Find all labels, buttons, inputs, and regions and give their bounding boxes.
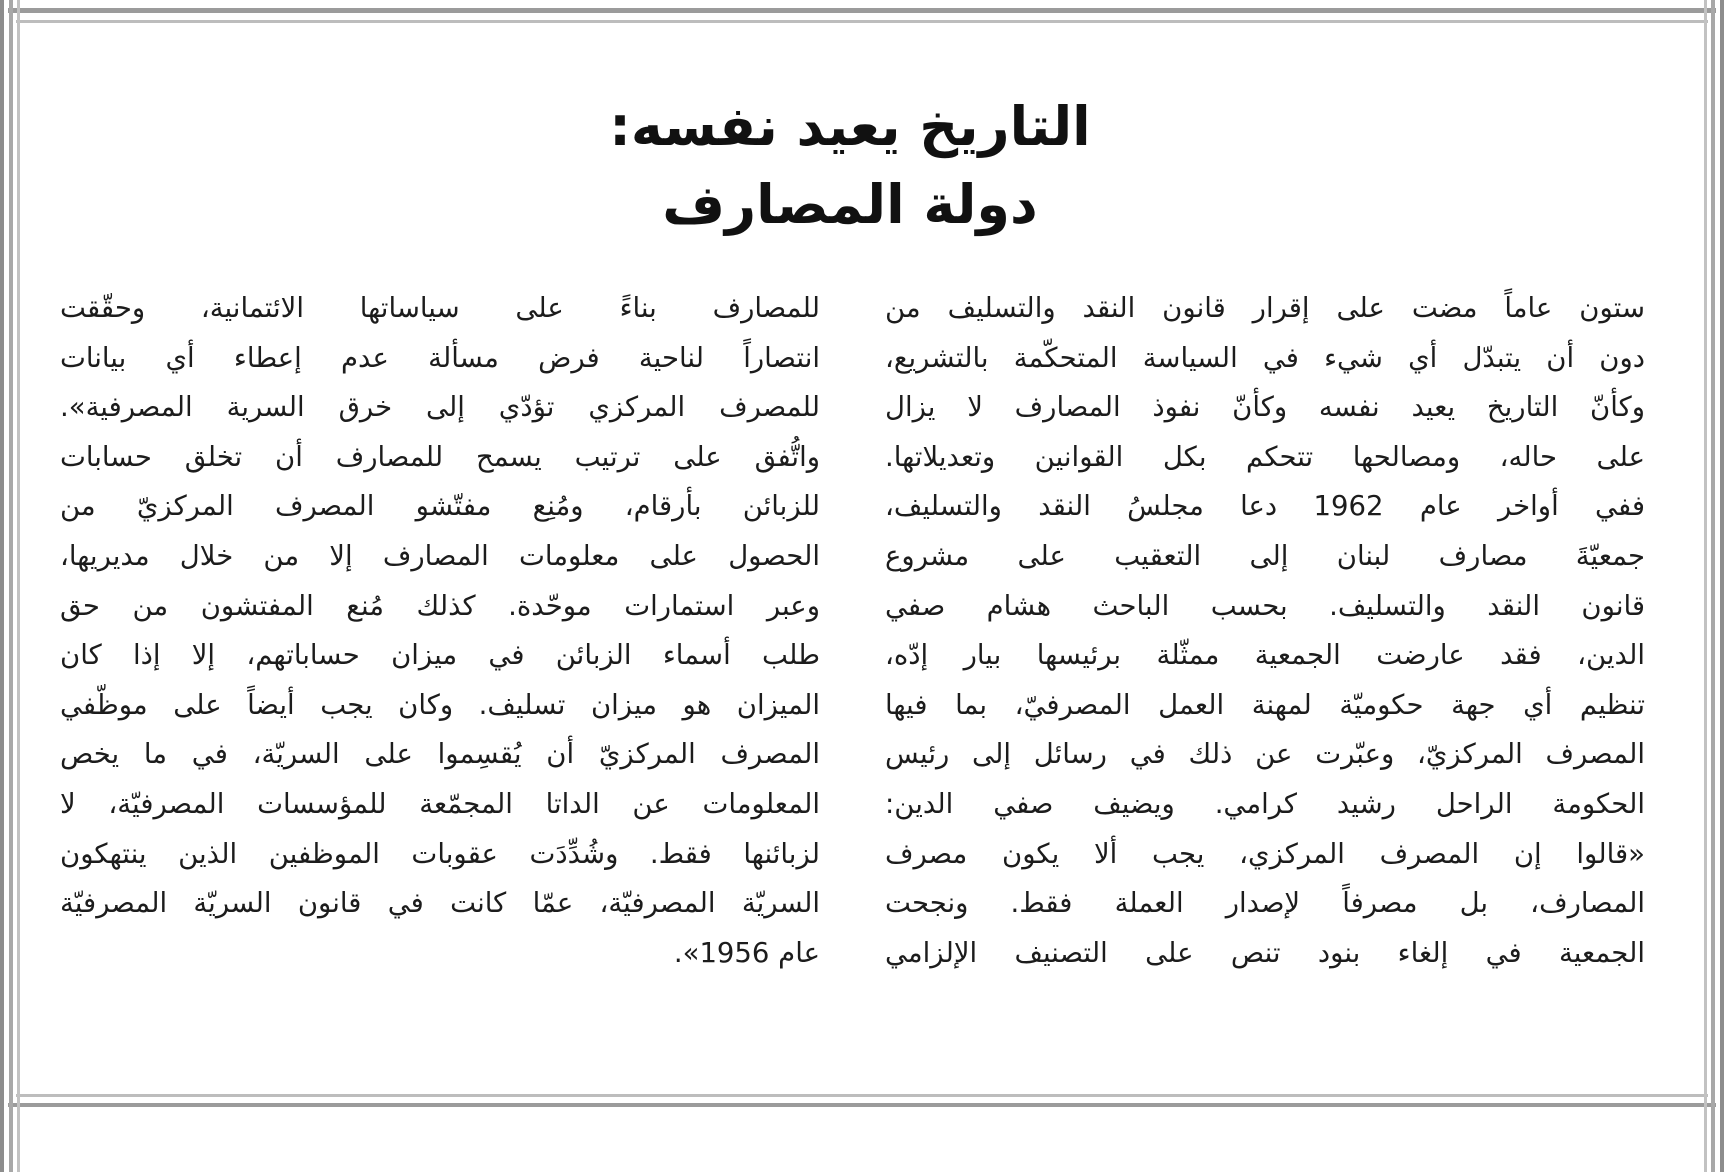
column-line: انتصاراً لناحية فرض مسألة عدم إعطاء أي بيانات [60,341,820,374]
column-line: لزبائنها فقط. وشُدِّدَت عقوبات الموظفين الذين ينتهكون [60,837,820,870]
frame-corner-bottom-left [0,160,22,237]
column-line: الجمعية في إلغاء بنود تنص على التصنيف الإلزامي [885,936,1645,969]
column-line: الحكومة الراحل رشيد كرامي. ويضيف صفي الدين: [885,787,1645,820]
column-line: قانون النقد والتسليف. بحسب الباحث هشام صفي [885,589,1645,622]
column-line: وكأنّ التاريخ يعيد نفسه وكأنّ نفوذ المصارف لا يزال [885,391,1645,424]
column-line: المعلومات عن الداتا المجمّعة للمؤسسات المصرفيّة، لا [60,787,820,820]
frame-bottom-rule [8,1103,1716,1107]
column-line: الميزان هو ميزان تسليف. وكان يجب أيضاً على موظّفي [60,688,820,721]
column-line: الدين، فقد عارضت الجمعية ممثّلة برئيسها بيار إدّه، [885,639,1645,672]
article-column-right [885,284,1645,978]
article-column-left [60,284,820,978]
frame-top-rule [8,8,1716,13]
column-line: واتُّفق على ترتيب يسمح للمصارف أن تخلق حسابات [60,440,820,473]
column-line: للزبائن بأرقام، ومُنِع مفتّشو المصرف المركزيّ من [60,490,820,523]
column-line: المصارف، بل مصرفاً لإصدار العملة فقط. ونجحت [885,887,1645,920]
column-line: ففي أواخر عام 1962 دعا مجلسُ النقد والتسليف، [885,490,1645,523]
column-line: السريّة المصرفيّة، عمّا كانت في قانون السريّة المصرفيّة [60,887,820,920]
column-line: طلب أسماء الزبائن في ميزان حساباتهم، إلا إذا كان [60,639,820,672]
column-line: للمصرف المركزي تؤدّي إلى خرق السرية المصرفية». [60,391,820,424]
column-line: المصرف المركزيّ، وعبّرت عن ذلك في رسائل إلى رئيس [885,738,1645,771]
headline-line-2: دولة المصارف [662,173,1038,236]
column-line: تنظيم أي جهة حكوميّة لمهنة العمل المصرفيّ، بما فيها [885,688,1645,721]
frame-bottom-inner-rule [16,1094,1708,1097]
column-line: عام 1956». [673,936,820,969]
headline-line-1: التاريخ يعيد نفسه: [609,95,1091,158]
article-headline [400,88,1300,244]
column-line: للمصارف بناءً على سياساتها الائتمانية، وحقّقت [60,292,820,324]
column-line: دون أن يتبدّل أي شيء في السياسة المتحكّمة بالتشريع، [885,341,1645,374]
column-line: جمعيّةَ مصارف لبنان إلى التعقيب على مشروع [885,539,1645,572]
column-line: على حاله، ومصالحها تتحكم بكل القوانين وتعديلاتها. [885,440,1645,473]
column-line: «قالوا إن المصرف المركزي، يجب ألا يكون مصرف [885,837,1645,870]
column-line: المصرف المركزيّ أن يُقسِموا على السريّة، في ما يخص [60,738,820,771]
column-line: الحصول على معلومات المصارف إلا من خلال مديريها، [60,539,820,572]
column-line: ستون عاماً مضت على إقرار قانون النقد والتسليف من [885,292,1645,324]
column-line: وعبر استمارات موحّدة. كذلك مُنع المفتشون من حق [60,589,820,622]
frame-top-inner-rule [16,20,1708,23]
